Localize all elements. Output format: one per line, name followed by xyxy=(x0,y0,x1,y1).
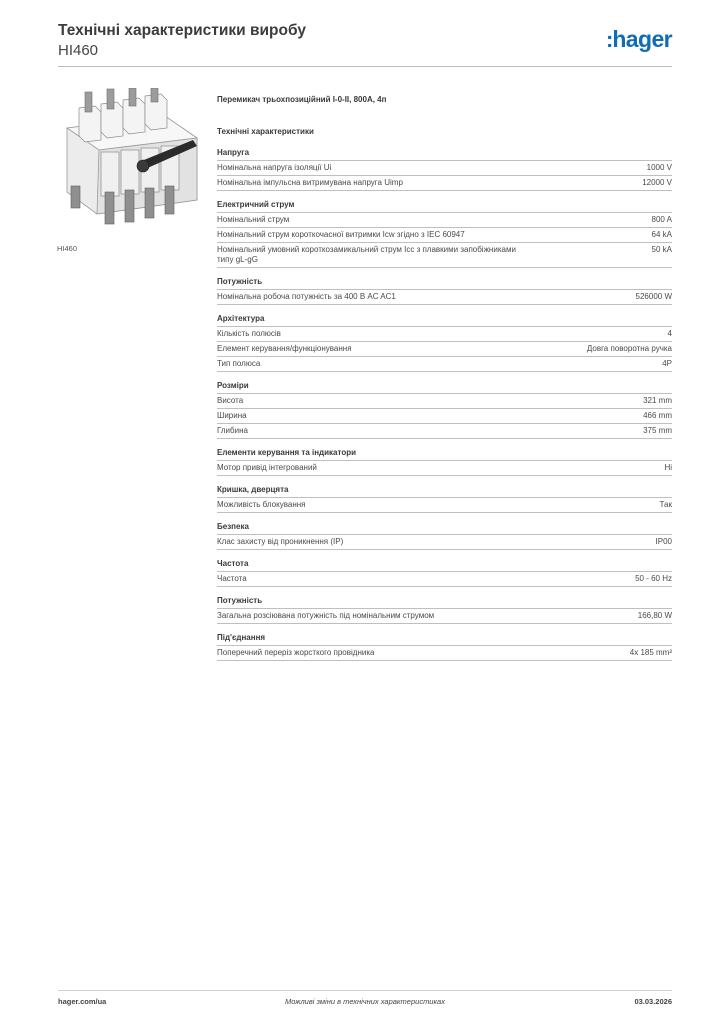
spec-row xyxy=(217,228,672,243)
spec-group xyxy=(217,485,672,513)
spec-value: 1000 V xyxy=(646,163,672,172)
spec-row xyxy=(217,290,672,305)
spec-group-title: Під'єднання xyxy=(217,633,672,646)
footer-note: Можливі зміни в технічних характеристиках xyxy=(285,997,445,1006)
spec-value: 375 mm xyxy=(643,426,672,435)
spec-row xyxy=(217,572,672,587)
spec-group xyxy=(217,148,672,191)
spec-row xyxy=(217,342,672,357)
spec-group xyxy=(217,522,672,550)
image-caption: HI460 xyxy=(57,244,78,253)
spec-row xyxy=(217,498,672,513)
spec-row xyxy=(217,243,672,268)
spec-group-title: Електричний струм xyxy=(217,200,672,213)
spec-row xyxy=(217,461,672,476)
logo-text: hager xyxy=(612,26,672,52)
spec-label: Ширина xyxy=(217,411,247,420)
product-description: Перемикач трьохпозиційний I-0-II, 800A, 4п xyxy=(217,95,387,104)
spec-group-title: Елементи керування та індикатори xyxy=(217,448,672,461)
header-divider xyxy=(58,66,672,67)
spec-value: 166,80 W xyxy=(637,611,672,620)
spec-group xyxy=(217,559,672,587)
spec-label: Номінальна робоча потужність за 400 В AC AC1 xyxy=(217,292,396,301)
logo-colon-mark: : xyxy=(606,27,612,52)
spec-label: Тип полюса xyxy=(217,359,261,368)
spec-label: Мотор привід інтегрований xyxy=(217,463,317,472)
spec-group-title: Напруга xyxy=(217,148,672,161)
spec-label: Загальна розсіювана потужність під номінальним струмом xyxy=(217,611,435,620)
spec-label: Номінальний струм короткочасної витримки Icw згідно з IEC 60947 xyxy=(217,230,465,239)
spec-row xyxy=(217,409,672,424)
spec-value: 50 kA xyxy=(651,245,672,254)
document-title: Технічні характеристики виробу xyxy=(58,22,306,39)
spec-label: Номінальна напруга ізоляції Ui xyxy=(217,163,332,172)
spec-group-title: Кришка, дверцята xyxy=(217,485,672,498)
spec-label: Елемент керування/функціонування xyxy=(217,344,352,353)
spec-value: 526000 W xyxy=(635,292,672,301)
spec-group-title: Потужність xyxy=(217,596,672,609)
spec-label: Номінальний умовний короткозамикальний струм Icc з плавкими запобіжниками типу gL-gG xyxy=(217,245,516,264)
spec-label: Можливість блокування xyxy=(217,500,306,509)
spec-label: Клас захисту від проникнення (IP) xyxy=(217,537,344,546)
spec-group xyxy=(217,381,672,439)
spec-row xyxy=(217,213,672,228)
spec-row xyxy=(217,609,672,624)
footer-website: hager.com/ua xyxy=(58,997,107,1006)
spec-group-title: Безпека xyxy=(217,522,672,535)
spec-value: 4 xyxy=(667,329,672,338)
page-footer xyxy=(58,997,672,1009)
spec-value: 466 mm xyxy=(643,411,672,420)
spec-label: Поперечний переріз жорсткого провідника xyxy=(217,648,375,657)
product-code: HI460 xyxy=(58,42,99,59)
spec-value: 64 kA xyxy=(651,230,672,239)
spec-value: Ні xyxy=(664,463,672,472)
hager-logo xyxy=(606,26,672,53)
spec-label: Номінальна імпульсна витримувана напруга Uimp xyxy=(217,178,403,187)
specifications xyxy=(217,95,672,661)
spec-group xyxy=(217,448,672,476)
spec-value: 321 mm xyxy=(643,396,672,405)
spec-group-title: Частота xyxy=(217,559,672,572)
spec-value: 50 - 60 Hz xyxy=(635,574,672,583)
spec-group-title: Розміри xyxy=(217,381,672,394)
spec-label: Кількість полюсів xyxy=(217,329,281,338)
spec-value: 800 A xyxy=(651,215,672,224)
spec-value: 4P xyxy=(662,359,672,368)
page-header xyxy=(58,22,672,70)
spec-value: IP00 xyxy=(655,537,672,546)
spec-group-title: Потужність xyxy=(217,277,672,290)
spec-row xyxy=(217,646,672,661)
spec-row xyxy=(217,424,672,439)
spec-label: Глибина xyxy=(217,426,248,435)
footer-divider xyxy=(58,990,672,991)
spec-group xyxy=(217,200,672,268)
product-image xyxy=(57,88,203,234)
spec-row xyxy=(217,327,672,342)
spec-value: 4x 185 mm² xyxy=(629,648,672,657)
spec-row xyxy=(217,394,672,409)
spec-group xyxy=(217,633,672,661)
spec-label: Частота xyxy=(217,574,247,583)
spec-group xyxy=(217,277,672,305)
spec-group-title: Архітектура xyxy=(217,314,672,327)
section-heading: Технічні характеристики xyxy=(217,127,314,136)
spec-row xyxy=(217,176,672,191)
spec-value: Так xyxy=(659,500,672,509)
switch-disconnector-illustration xyxy=(57,88,203,234)
spec-row xyxy=(217,535,672,550)
spec-groups xyxy=(217,148,672,661)
spec-value: 12000 V xyxy=(642,178,672,187)
spec-row xyxy=(217,161,672,176)
spec-label: Номінальний струм xyxy=(217,215,290,224)
spec-value: Довга поворотна ручка xyxy=(586,344,672,353)
spec-group xyxy=(217,314,672,372)
footer-date: 03.03.2026 xyxy=(634,997,672,1006)
spec-group xyxy=(217,596,672,624)
spec-row xyxy=(217,357,672,372)
spec-label: Висота xyxy=(217,396,244,405)
